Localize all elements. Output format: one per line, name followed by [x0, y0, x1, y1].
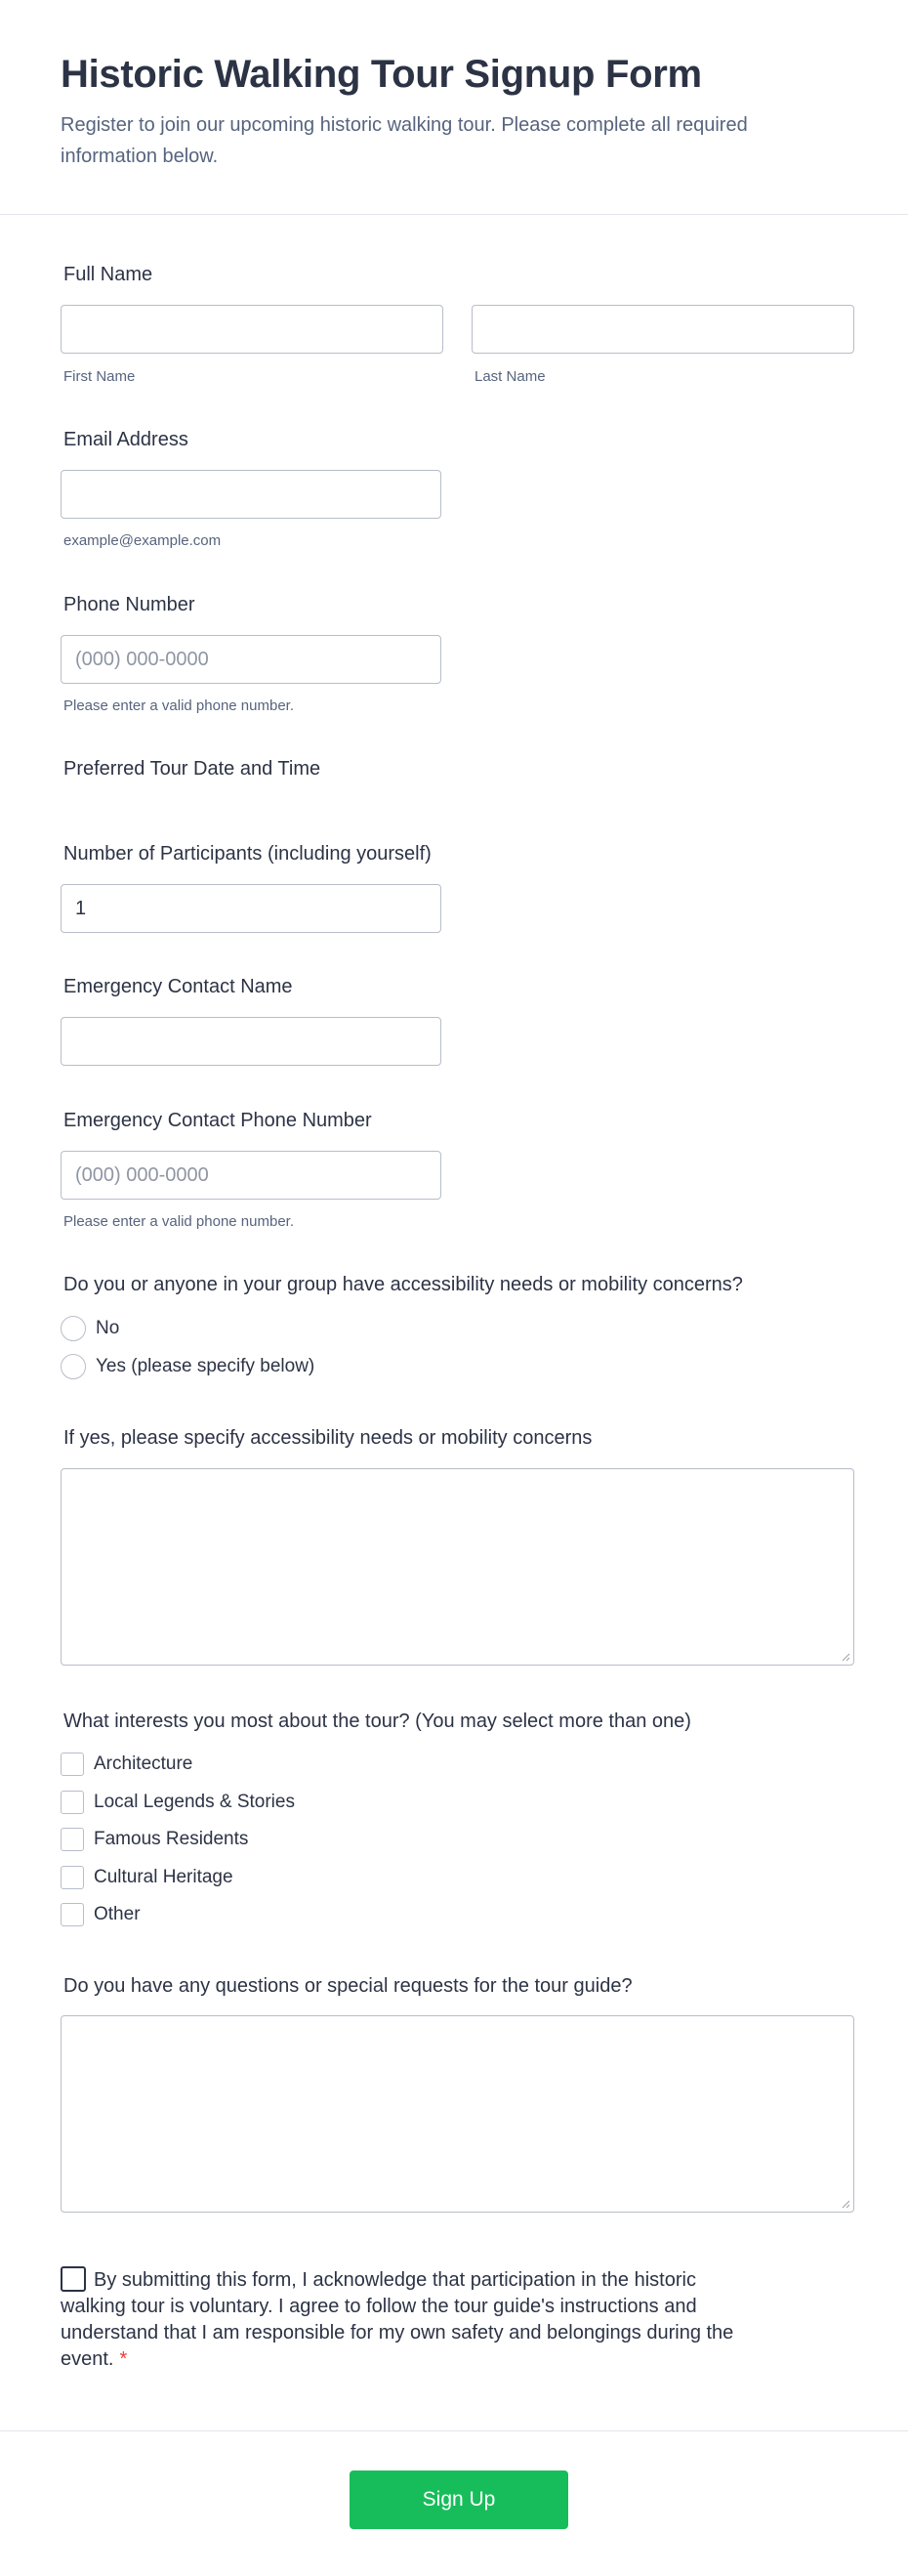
interests-label: What interests you most about the tour? (You may select more than one)	[63, 1710, 691, 1732]
consent-checkbox[interactable]	[61, 2266, 86, 2292]
resize-handle-icon[interactable]	[841, 2199, 850, 2209]
phone-label: Phone Number	[63, 594, 195, 615]
full-name-label: Full Name	[63, 264, 153, 285]
emergency-phone-input[interactable]: (000) 000-0000	[61, 1151, 441, 1200]
checkbox[interactable]	[61, 1791, 84, 1814]
consent-text: By submitting this form, I acknowledge that participation in the historic walking tour is voluntary. I agree to follow the tour guide's instructions and understand that I am responsible for my own safety and belongings during the event.	[61, 2269, 734, 2370]
interest-option-residents[interactable]	[61, 1826, 248, 1853]
checkbox[interactable]	[61, 1866, 84, 1889]
accessibility-option-yes[interactable]	[61, 1353, 314, 1380]
form-title: Historic Walking Tour Signup Form	[61, 53, 702, 96]
accessibility-label: Do you or anyone in your group have accessibility needs or mobility concerns?	[63, 1274, 743, 1295]
interest-option-other[interactable]	[61, 1901, 141, 1928]
checkbox[interactable]	[61, 1753, 84, 1776]
participants-input[interactable]: 1	[61, 884, 441, 933]
email-label: Email Address	[63, 429, 188, 450]
last-name-input[interactable]	[472, 305, 854, 354]
questions-textarea[interactable]	[61, 2015, 854, 2213]
interest-option-architecture[interactable]	[61, 1751, 192, 1778]
phone-sublabel: Please enter a valid phone number.	[63, 697, 294, 714]
form-subtitle: Register to join our upcoming historic walking tour. Please complete all required information below.	[61, 114, 748, 167]
interest-option-heritage[interactable]	[61, 1864, 233, 1891]
option-label: Other	[94, 1904, 141, 1924]
checkbox[interactable]	[61, 1828, 84, 1851]
first-name-input[interactable]	[61, 305, 443, 354]
option-label: Cultural Heritage	[94, 1867, 233, 1887]
interest-option-legends[interactable]	[61, 1789, 295, 1816]
consent-section	[61, 2266, 764, 2373]
required-asterisk: *	[119, 2348, 128, 2370]
option-label: Yes (please specify below)	[96, 1356, 315, 1376]
emergency-phone-sublabel: Please enter a valid phone number.	[63, 1213, 294, 1230]
sign-up-button[interactable]: Sign Up	[350, 2470, 568, 2529]
option-label: No	[96, 1318, 120, 1338]
option-label: Famous Residents	[94, 1829, 249, 1849]
emergency-phone-label: Emergency Contact Phone Number	[63, 1110, 372, 1131]
resize-handle-icon[interactable]	[841, 1652, 850, 1662]
phone-input[interactable]: (000) 000-0000	[61, 635, 441, 684]
option-label: Architecture	[94, 1753, 193, 1774]
last-name-sublabel: Last Name	[475, 368, 546, 385]
radio-button[interactable]	[61, 1316, 86, 1341]
form-header	[0, 0, 908, 215]
checkbox[interactable]	[61, 1903, 84, 1926]
participants-label: Number of Participants (including yourself)	[63, 843, 432, 865]
emergency-name-input[interactable]	[61, 1017, 441, 1066]
accessibility-details-label: If yes, please specify accessibility needs or mobility concerns	[63, 1427, 593, 1449]
form-footer	[0, 2430, 908, 2576]
questions-label: Do you have any questions or special requests for the tour guide?	[63, 1975, 633, 1997]
option-label: Local Legends & Stories	[94, 1792, 295, 1812]
email-sublabel: example@example.com	[63, 532, 222, 549]
emergency-name-label: Emergency Contact Name	[63, 976, 293, 997]
first-name-sublabel: First Name	[63, 368, 136, 385]
tour-date-label: Preferred Tour Date and Time	[63, 758, 321, 780]
radio-button[interactable]	[61, 1354, 86, 1379]
accessibility-details-textarea[interactable]	[61, 1468, 854, 1666]
accessibility-option-no[interactable]	[61, 1315, 119, 1342]
email-input[interactable]	[61, 470, 441, 519]
